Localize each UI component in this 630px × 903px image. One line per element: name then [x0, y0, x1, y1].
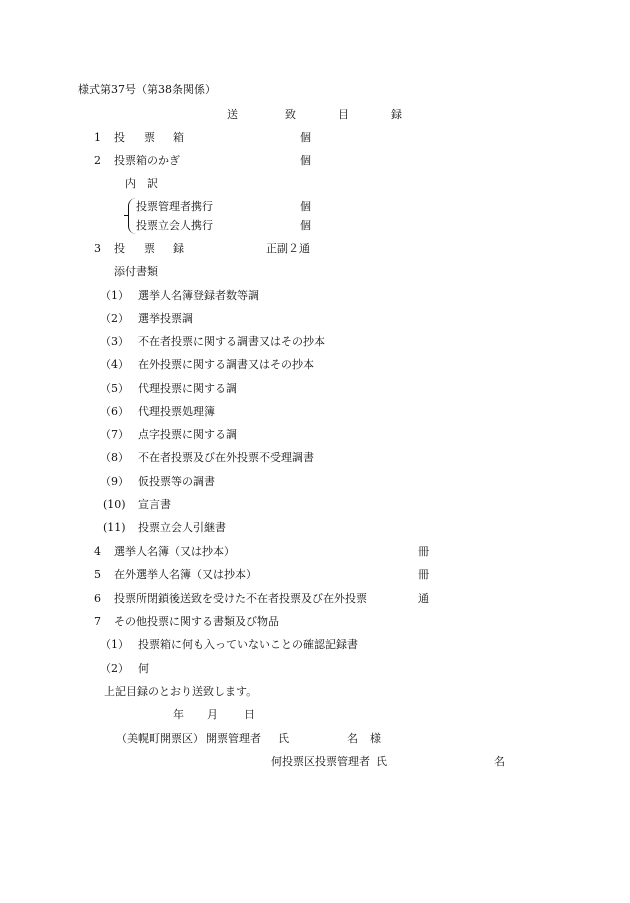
item3-label-char-3: 録: [173, 242, 184, 255]
item7-sub-2-number: （2）: [100, 662, 129, 675]
attachment-9-text: 仮投票等の調書: [138, 475, 215, 488]
item6-label: 投票所閉鎖後送致を受けた不在者投票及び在外投票: [114, 592, 367, 605]
addressee-sama: 様: [370, 732, 381, 745]
attachment-3-text: 不在者投票に関する調書又はその抄本: [138, 335, 325, 348]
attachment-3-number: （3）: [100, 335, 129, 348]
date-day: 日: [244, 708, 255, 721]
item1-label-char-1: 投: [114, 131, 125, 144]
attachment-9-number: （9）: [100, 475, 129, 488]
addressee-shi: 氏: [278, 732, 289, 745]
item1-label-char-2: 票: [144, 131, 155, 144]
attachment-10-text: 宣言書: [138, 498, 171, 511]
attachment-2-text: 選挙投票調: [138, 312, 193, 325]
breakdown-label-char-1: 内: [125, 177, 136, 190]
sender-shi: 氏: [376, 755, 387, 768]
sender-mei: 名: [494, 755, 505, 768]
attachment-6-text: 代理投票処理簿: [138, 405, 215, 418]
sender-role: 何投票区投票管理者: [271, 755, 370, 768]
item1-label-char-3: 箱: [173, 131, 184, 144]
item7-sub-2-text: 何: [138, 662, 149, 675]
attachment-2-number: （2）: [100, 312, 129, 325]
item4-number: 4: [94, 545, 101, 558]
title-char-2: 致: [285, 108, 296, 121]
item4-unit: 冊: [418, 545, 429, 558]
attachments-heading: 添付書類: [114, 265, 158, 278]
item1-unit: 個: [300, 131, 311, 144]
attachment-7-number: （7）: [100, 428, 129, 441]
attachment-11-text: 投票立会人引継書: [138, 521, 226, 534]
item7-number: 7: [94, 615, 101, 628]
item3-copies: 正副２通: [266, 242, 310, 255]
breakdown-2-unit: 個: [300, 219, 311, 232]
item6-unit: 通: [418, 592, 429, 605]
breakdown-2-label: 投票立会人携行: [136, 219, 213, 232]
addressee-mei: 名: [347, 732, 358, 745]
attachment-1-number: （1）: [100, 289, 129, 302]
item5-label: 在外選挙人名簿（又は抄本）: [114, 568, 257, 581]
date-month: 月: [207, 708, 218, 721]
attachment-4-text: 在外投票に関する調書又はその抄本: [138, 358, 314, 371]
item5-number: 5: [94, 568, 101, 581]
item7-label: その他投票に関する書類及び物品: [114, 615, 279, 628]
title-char-4: 録: [391, 108, 402, 121]
item4-label: 選挙人名簿（又は抄本）: [114, 545, 235, 558]
attachment-11-number: (11): [103, 521, 126, 534]
item6-number: 6: [94, 592, 101, 605]
form-number: 様式第37号（第38条関係）: [78, 83, 216, 96]
breakdown-brace-tip: [124, 215, 129, 216]
breakdown-label-char-2: 訳: [147, 177, 158, 190]
item7-sub-1-text: 投票箱に何も入っていないことの確認記録書: [138, 638, 358, 651]
attachment-5-number: （5）: [100, 382, 129, 395]
attachment-8-text: 不在者投票及び在外投票不受理調書: [138, 451, 314, 464]
breakdown-1-unit: 個: [300, 200, 311, 213]
breakdown-1-label: 投票管理者携行: [136, 200, 213, 213]
item2-number: 2: [94, 154, 101, 167]
attachment-5-text: 代理投票に関する調: [138, 382, 237, 395]
attachment-1-text: 選挙人名簿登録者数等調: [138, 289, 259, 302]
attachment-10-number: (10): [103, 498, 126, 511]
item2-label: 投票箱のかぎ: [114, 154, 180, 167]
title-char-1: 送: [227, 108, 238, 121]
item5-unit: 冊: [418, 568, 429, 581]
item3-label-char-2: 票: [144, 242, 155, 255]
item7-sub-1-number: （1）: [100, 638, 129, 651]
statement: 上記目録のとおり送致します。: [104, 685, 258, 698]
attachment-7-text: 点字投票に関する調: [138, 428, 237, 441]
date-year: 年: [173, 708, 184, 721]
addressee-district: （美幌町開票区）: [116, 732, 204, 745]
item3-label-char-1: 投: [114, 242, 125, 255]
title-char-3: 目: [338, 108, 349, 121]
addressee-role: 開票管理者: [206, 732, 261, 745]
item1-number: 1: [94, 131, 101, 144]
attachment-4-number: （4）: [100, 358, 129, 371]
item3-number: 3: [94, 242, 101, 255]
attachment-6-number: （6）: [100, 405, 129, 418]
attachment-8-number: （8）: [100, 451, 129, 464]
item2-unit: 個: [300, 154, 311, 167]
